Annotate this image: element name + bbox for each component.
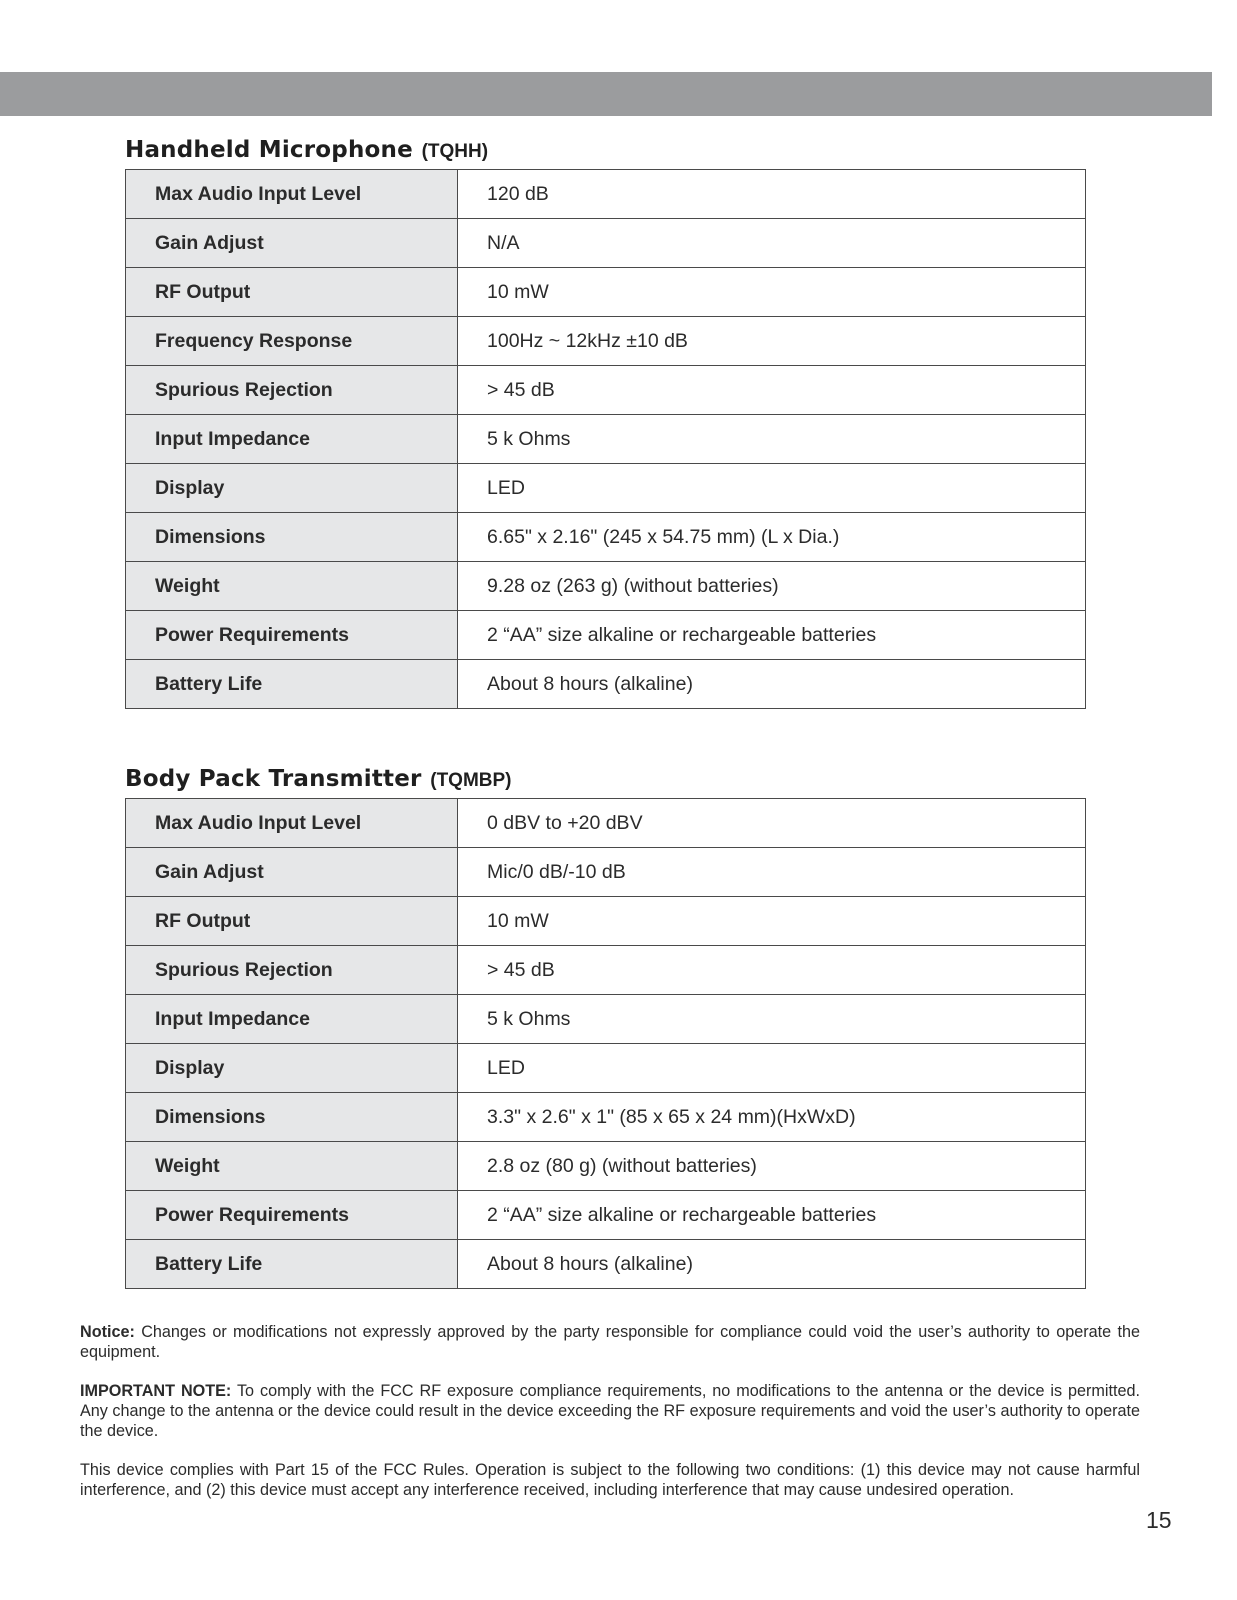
spec-value: > 45 dB <box>458 366 1086 415</box>
section-model-code: (TQHH) <box>421 141 489 162</box>
table-row <box>126 513 1086 562</box>
spec-value: 5 k Ohms <box>458 415 1086 464</box>
spec-label: Max Audio Input Level <box>126 799 458 848</box>
table-row <box>126 1240 1086 1289</box>
spec-value: About 8 hours (alkaline) <box>458 1240 1086 1289</box>
spec-value: LED <box>458 1044 1086 1093</box>
table-row <box>126 848 1086 897</box>
spec-label: Battery Life <box>126 1240 458 1289</box>
spec-value: 3.3" x 2.6" x 1" (85 x 65 x 24 mm)(HxWxD) <box>458 1093 1086 1142</box>
spec-value: 5 k Ohms <box>458 995 1086 1044</box>
spec-label: Gain Adjust <box>126 219 458 268</box>
table-row <box>126 464 1086 513</box>
table-row <box>126 1093 1086 1142</box>
section-title: Body Pack Transmitter <box>125 766 422 792</box>
regulatory-notes <box>80 1322 1140 1519</box>
fcc-compliance-text: This device complies with Part 15 of the FCC Rules. Operation is subject to the following two conditions: (1) this device may not cause harmful interference, and (2) this device must accept any interference received, including interference that may cause undesired operation. <box>80 1461 1140 1499</box>
table-row <box>126 170 1086 219</box>
important-note-paragraph <box>80 1381 1140 1441</box>
spec-label: Spurious Rejection <box>126 946 458 995</box>
table-row <box>126 660 1086 709</box>
spec-value: LED <box>458 464 1086 513</box>
notice-text: Changes or modifications not expressly approved by the party responsible for compliance could void the user’s authority to operate the equipment. <box>80 1323 1140 1361</box>
section-heading-handheld <box>125 136 488 164</box>
section-heading-bodypack <box>125 765 512 793</box>
table-row <box>126 366 1086 415</box>
table-row <box>126 268 1086 317</box>
spec-label: Max Audio Input Level <box>126 170 458 219</box>
spec-label: Battery Life <box>126 660 458 709</box>
spec-label: Input Impedance <box>126 415 458 464</box>
important-note-text: To comply with the FCC RF exposure compliance requirements, no modifications to the antenna or the device is permitted. Any change to the antenna or the device could result in the device exceeding the RF exposure requirements and void the user’s authority to operate the device. <box>80 1382 1140 1440</box>
spec-label: Display <box>126 1044 458 1093</box>
table-row <box>126 317 1086 366</box>
spec-table-bodypack <box>125 798 1086 1289</box>
spec-label: RF Output <box>126 897 458 946</box>
spec-value: 9.28 oz (263 g) (without batteries) <box>458 562 1086 611</box>
notice-paragraph <box>80 1322 1140 1362</box>
section-model-code: (TQMBP) <box>430 770 512 791</box>
spec-value: 2 “AA” size alkaline or rechargeable batteries <box>458 611 1086 660</box>
table-row <box>126 995 1086 1044</box>
notice-lead: Notice: <box>80 1323 135 1341</box>
spec-value: N/A <box>458 219 1086 268</box>
header-band <box>0 72 1212 116</box>
table-row <box>126 799 1086 848</box>
spec-value: 2.8 oz (80 g) (without batteries) <box>458 1142 1086 1191</box>
spec-label: Input Impedance <box>126 995 458 1044</box>
table-row <box>126 1044 1086 1093</box>
spec-label: Weight <box>126 562 458 611</box>
fcc-compliance-paragraph <box>80 1460 1140 1500</box>
spec-value: 2 “AA” size alkaline or rechargeable batteries <box>458 1191 1086 1240</box>
spec-value: 120 dB <box>458 170 1086 219</box>
spec-label: Power Requirements <box>126 1191 458 1240</box>
spec-value: 6.65" x 2.16" (245 x 54.75 mm) (L x Dia.) <box>458 513 1086 562</box>
spec-value: 0 dBV to +20 dBV <box>458 799 1086 848</box>
table-row <box>126 897 1086 946</box>
spec-label: Power Requirements <box>126 611 458 660</box>
spec-label: Weight <box>126 1142 458 1191</box>
table-row <box>126 1142 1086 1191</box>
table-row <box>126 219 1086 268</box>
spec-label: RF Output <box>126 268 458 317</box>
spec-label: Display <box>126 464 458 513</box>
table-row <box>126 946 1086 995</box>
table-row <box>126 562 1086 611</box>
spec-value: Mic/0 dB/-10 dB <box>458 848 1086 897</box>
spec-label: Dimensions <box>126 1093 458 1142</box>
table-row <box>126 611 1086 660</box>
spec-value: 100Hz ~ 12kHz ±10 dB <box>458 317 1086 366</box>
spec-label: Gain Adjust <box>126 848 458 897</box>
spec-label: Dimensions <box>126 513 458 562</box>
spec-label: Frequency Response <box>126 317 458 366</box>
spec-label: Spurious Rejection <box>126 366 458 415</box>
section-title: Handheld Microphone <box>125 137 413 163</box>
spec-value: 10 mW <box>458 897 1086 946</box>
spec-value: 10 mW <box>458 268 1086 317</box>
table-row <box>126 415 1086 464</box>
important-note-lead: IMPORTANT NOTE: <box>80 1382 232 1400</box>
page-number: 15 <box>1146 1507 1172 1533</box>
table-row <box>126 1191 1086 1240</box>
spec-value: About 8 hours (alkaline) <box>458 660 1086 709</box>
spec-value: > 45 dB <box>458 946 1086 995</box>
spec-table-handheld <box>125 169 1086 709</box>
